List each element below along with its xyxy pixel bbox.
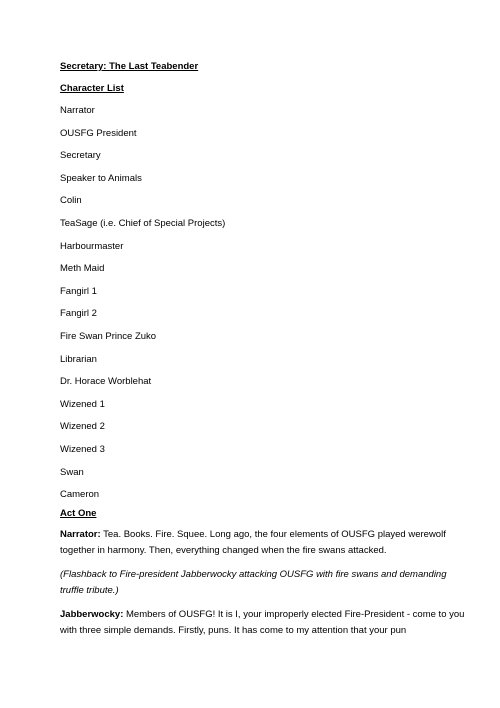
character-item: Narrator xyxy=(60,105,95,116)
act-heading: Act One xyxy=(60,507,97,519)
character-item: Colin xyxy=(60,195,82,207)
character-item: Swan xyxy=(60,466,84,478)
character-item: Fangirl 2 xyxy=(60,308,97,320)
character-item: TeaSage (i.e. Chief of Special Projects) xyxy=(60,217,226,229)
character-item: Librarian xyxy=(60,353,97,365)
dialogue-paragraph xyxy=(60,527,465,559)
character-list xyxy=(60,105,460,501)
character-item: Secretary xyxy=(60,150,101,162)
speaker-name: Jabberwocky: xyxy=(60,608,124,620)
stage-direction: (Flashback to Fire-president Jabberwocky attacking OUSFG with fire swans and demanding truffle tribute.) xyxy=(60,568,447,596)
character-item: Dr. Horace Worblehat xyxy=(60,376,152,388)
dialogue-text: Tea. Books. Fire. Squee. Long ago, the four elements of OUSFG played werewolf together in harmony. Then, everything changed when the fire swans attacked. xyxy=(60,528,446,556)
dialogue-text: Members of OUSFG! It is I, your improperly elected Fire-President - come to you with three simple demands. Firstly, puns. It has come to my attention that your pun xyxy=(60,608,465,636)
character-item: Fire Swan Prince Zuko xyxy=(60,330,157,342)
speaker-name: Narrator: xyxy=(60,528,101,540)
character-item: Harbourmaster xyxy=(60,240,124,252)
character-item: Speaker to Animals xyxy=(60,172,142,184)
character-item: Wizened 3 xyxy=(60,443,105,455)
character-item: Fangirl 1 xyxy=(60,285,97,297)
character-item: Wizened 2 xyxy=(60,421,105,433)
character-item: OUSFG President xyxy=(60,127,137,139)
dialogue-paragraph xyxy=(60,607,465,639)
character-item: Cameron xyxy=(60,489,100,501)
character-item: Meth Maid xyxy=(60,263,105,275)
document-title: Secretary: The Last Teabender xyxy=(60,61,199,72)
character-item: Wizened 1 xyxy=(60,398,105,410)
character-list-heading: Character List xyxy=(60,83,124,94)
